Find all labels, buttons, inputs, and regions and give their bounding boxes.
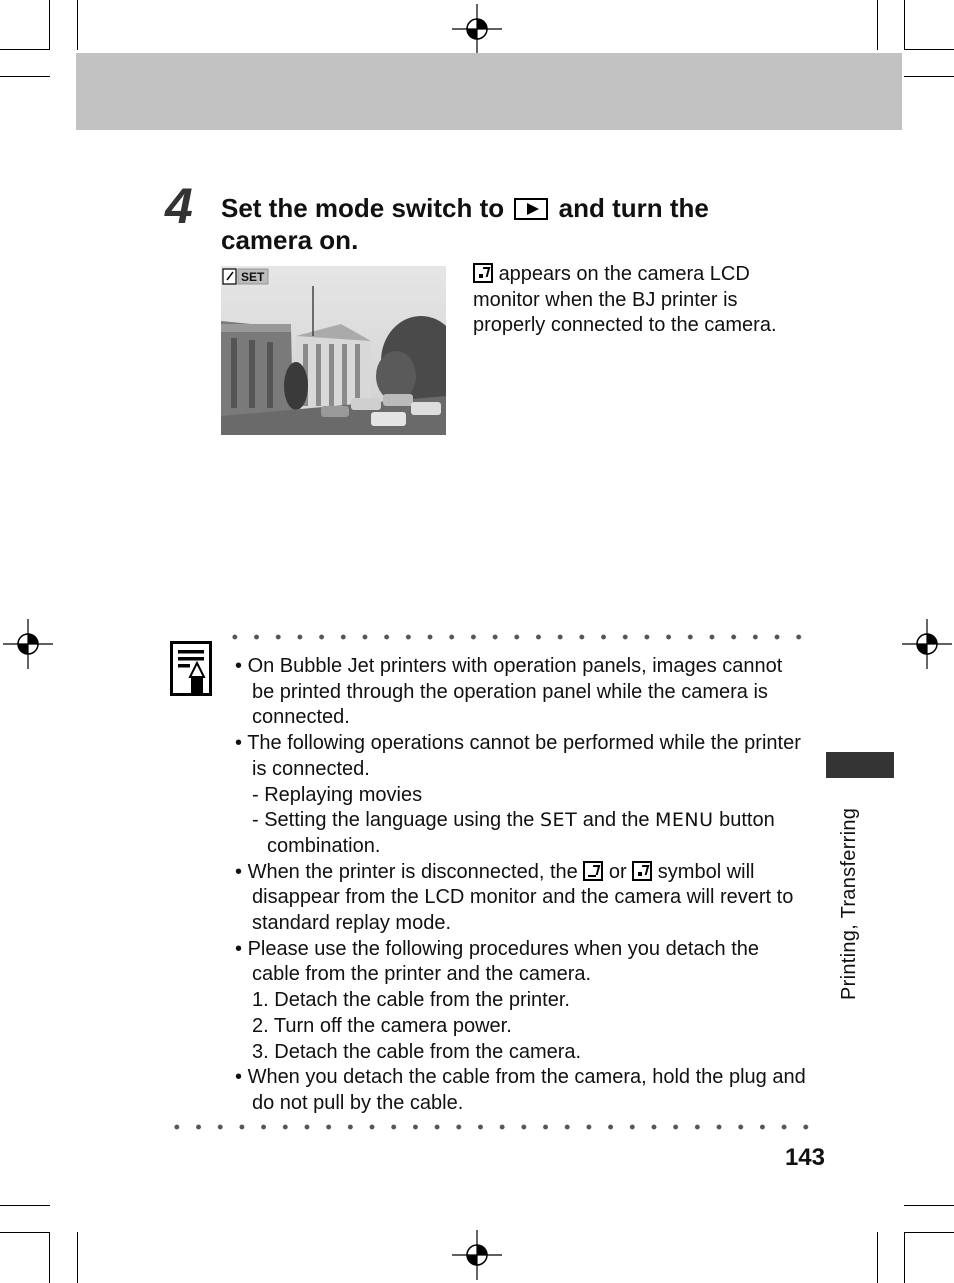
menu-key-label: MENU bbox=[655, 809, 714, 832]
note-item: • On Bubble Jet printers with operation panels, images cannot be printed through the operation panel while the camera is connected. bbox=[235, 655, 783, 729]
crop-mark bbox=[0, 49, 50, 50]
crop-mark bbox=[49, 1232, 50, 1283]
registration-mark-icon bbox=[902, 619, 952, 669]
crop-mark bbox=[0, 1232, 50, 1233]
crop-mark bbox=[0, 1205, 50, 1206]
note-pencil-icon bbox=[170, 641, 212, 696]
building-photo bbox=[221, 266, 446, 435]
print-ready-icon bbox=[583, 861, 603, 881]
procedure-step: 2. Turn off the camera power. bbox=[252, 1014, 512, 1037]
crop-mark bbox=[49, 0, 50, 50]
procedure-step: 3. Detach the cable from the camera. bbox=[252, 1040, 582, 1063]
procedure-step: 1. Detach the cable from the printer. bbox=[252, 989, 570, 1012]
notes-list bbox=[235, 654, 810, 1117]
crop-mark bbox=[904, 76, 954, 77]
step-title bbox=[221, 192, 781, 256]
step-number: 4 bbox=[165, 178, 193, 234]
header-band bbox=[76, 53, 902, 130]
crop-mark bbox=[904, 49, 954, 50]
set-key-label: SET bbox=[540, 809, 578, 832]
note-subitem: - Setting the language using the SET and the MENU button combination. bbox=[252, 809, 775, 857]
registration-mark-icon bbox=[452, 1230, 502, 1280]
crop-mark bbox=[877, 0, 878, 50]
step-description bbox=[473, 262, 803, 339]
crop-mark bbox=[904, 1205, 954, 1206]
step-title-text: Set the mode switch to bbox=[221, 193, 505, 223]
crop-mark bbox=[77, 1232, 78, 1283]
playback-icon bbox=[514, 198, 548, 220]
crop-mark bbox=[877, 1232, 878, 1283]
crop-mark bbox=[77, 0, 78, 50]
note-item: • When you detach the cable from the camera, hold the plug and do not pull by the cable. bbox=[235, 1066, 806, 1114]
dotted-divider-bottom bbox=[166, 1124, 810, 1130]
note-item: • When the printer is disconnected, the or symbol will disappear from the LCD monitor and the camera will revert to standard replay mode. bbox=[235, 860, 794, 935]
registration-mark-icon bbox=[3, 619, 53, 669]
step-title-text: and turn the camera on. bbox=[221, 193, 709, 255]
crop-mark bbox=[904, 1232, 954, 1233]
crop-mark bbox=[904, 0, 905, 50]
registration-mark-icon bbox=[452, 4, 502, 54]
dotted-divider-top bbox=[224, 634, 810, 640]
note-subitem: - Replaying movies bbox=[252, 783, 423, 806]
chapter-label: Printing, Transferring bbox=[838, 807, 860, 1000]
page-number: 143 bbox=[784, 1144, 825, 1171]
direct-print-icon bbox=[632, 861, 652, 881]
set-overlay-label: SET bbox=[241, 270, 265, 284]
crop-mark bbox=[904, 1232, 905, 1283]
step-description-text: appears on the camera LCD monitor when the BJ printer is properly connected to the camera. bbox=[473, 263, 777, 337]
direct-print-icon bbox=[473, 263, 493, 283]
lcd-monitor-photo bbox=[221, 266, 446, 435]
crop-mark bbox=[0, 76, 50, 77]
note-item: • The following operations cannot be performed while the printer is connected. bbox=[235, 732, 801, 780]
note-item: • Please use the following procedures when you detach the cable from the printer and the camera. bbox=[235, 937, 760, 986]
